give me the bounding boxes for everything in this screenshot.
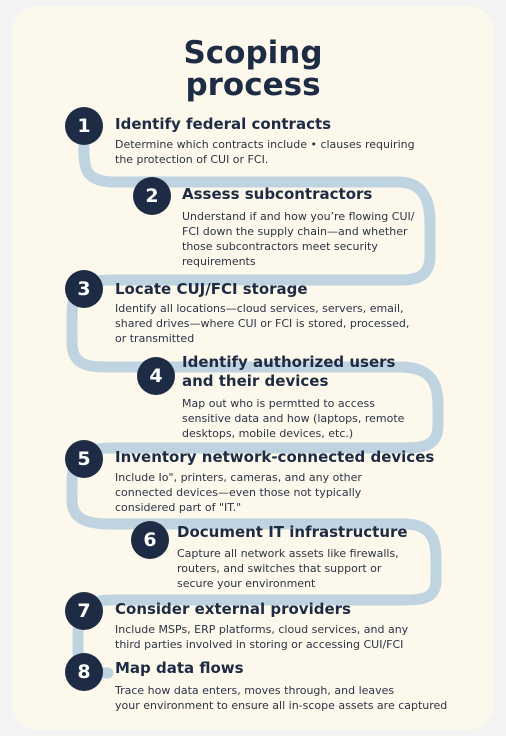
step-4-number: 4 bbox=[137, 357, 175, 395]
step-2-desc-line-1: Understand if and how you’re flowing CUI/ bbox=[182, 210, 415, 223]
step-1-number: 1 bbox=[65, 107, 103, 145]
step-4-desc-line-3: desktops, mobile devices, etc.) bbox=[182, 427, 354, 440]
step-6-number: 6 bbox=[131, 521, 169, 559]
step-7-number: 7 bbox=[65, 592, 103, 630]
step-8-title: Map data flows bbox=[115, 659, 244, 677]
step-4-desc-line-2: sensitive data and how (laptops, remote bbox=[182, 412, 405, 425]
title-line-1: Scoping bbox=[183, 35, 323, 71]
step-3-desc-line-1: Identify all locations—cloud services, servers, email, bbox=[115, 302, 404, 315]
step-5-title: Inventory network-connected devices bbox=[115, 448, 435, 466]
step-2-desc-line-4: requirements bbox=[182, 255, 256, 268]
step-2-title: Assess subcontractors bbox=[182, 185, 373, 203]
step-2-number: 2 bbox=[133, 177, 171, 215]
step-3-desc-line-2: shared drives—where CUI or FCI is stored, processed, bbox=[115, 317, 410, 330]
step-4-desc-line-1: Map out who is permtted to access bbox=[182, 397, 375, 410]
step-3-number: 3 bbox=[65, 270, 103, 308]
step-8-desc-line-1: Trace how data enters, moves through, and leaves bbox=[115, 684, 395, 697]
step-8-number: 8 bbox=[65, 653, 103, 691]
step-1-title: Identify federal contracts bbox=[115, 115, 332, 133]
step-4-title-line-2: and their devices bbox=[182, 372, 329, 390]
step-5-desc-line-1: Include Io", printers, cameras, and any other bbox=[115, 471, 362, 484]
step-3-desc-line-3: or transmitted bbox=[115, 332, 195, 345]
step-1-desc-line-1: Determine which contracts include • clauses requiring bbox=[115, 138, 415, 151]
step-1-desc-line-2: the protection of CUI or FCI. bbox=[115, 153, 269, 166]
step-7-title: Consider external providers bbox=[115, 600, 351, 618]
step-6-desc-line-2: routers, and switches that support or bbox=[177, 562, 382, 575]
step-4-title-line-1: Identify authorized users bbox=[182, 353, 396, 371]
step-7-desc-line-2: third parties involved in storing or accessing CUI/FCI bbox=[115, 638, 404, 651]
step-5-number: 5 bbox=[65, 440, 103, 478]
step-6-desc-line-3: secure your environment bbox=[177, 577, 316, 590]
step-5-desc-line-2: connected devices—even those not typically bbox=[115, 486, 362, 499]
step-6-title: Document IT infrastructure bbox=[177, 523, 408, 541]
step-8-desc-line-2: your environment to ensure all in-scope assets are captured bbox=[115, 699, 448, 712]
step-2-desc-line-2: FCI down the supply chain—and whether bbox=[182, 225, 408, 238]
step-5-desc-line-3: considered part of "IT." bbox=[115, 501, 242, 514]
step-2-desc-line-3: those subcontractors meet security bbox=[182, 240, 378, 253]
step-3-title: Locate CUJ/FCI storage bbox=[115, 280, 308, 298]
step-7-desc-line-1: Include MSPs, ERP platforms, cloud services, and any bbox=[115, 623, 409, 636]
step-6-desc-line-1: Capture all network assets like firewalls, bbox=[177, 547, 399, 560]
title-line-2: process bbox=[185, 67, 321, 103]
